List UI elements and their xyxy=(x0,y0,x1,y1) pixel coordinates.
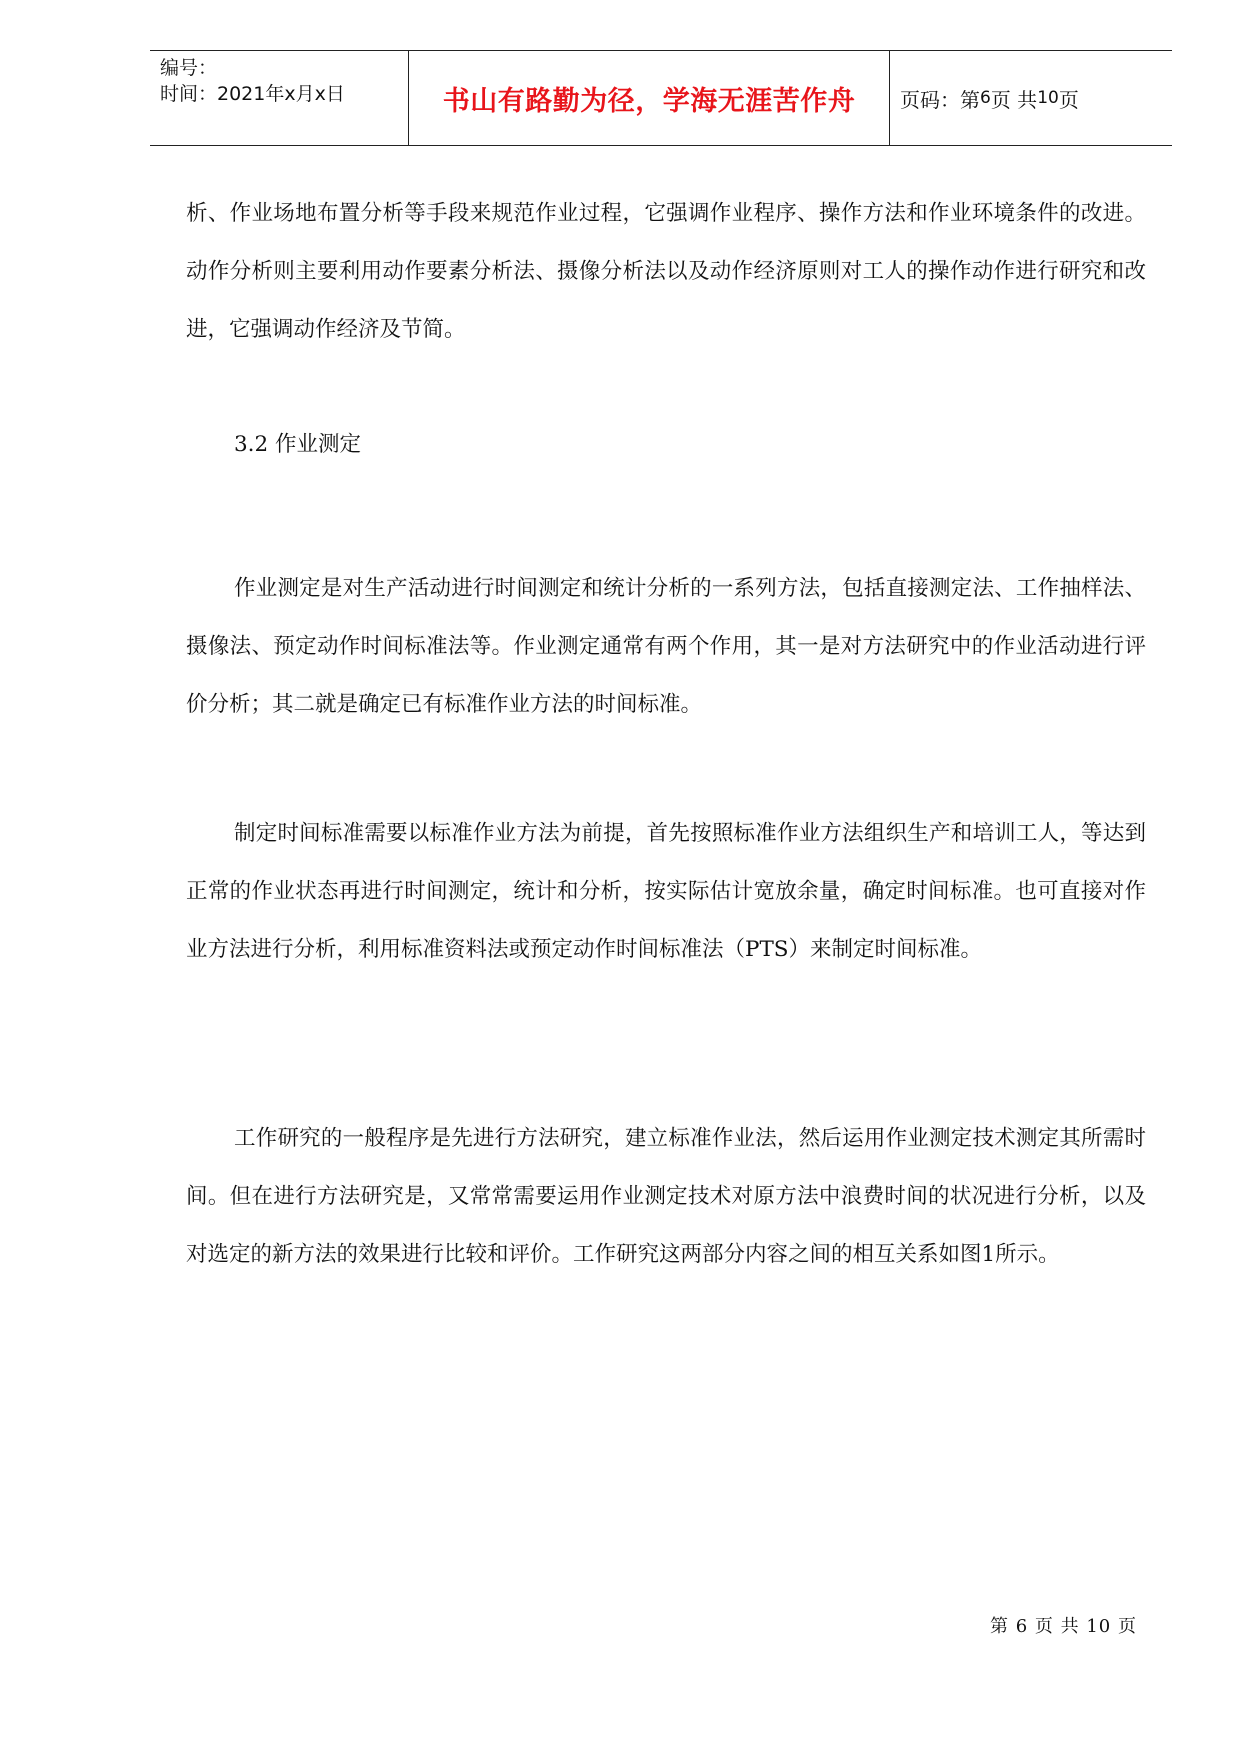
page-mid: 页 共 xyxy=(990,87,1038,112)
page-total: 10 xyxy=(1037,88,1059,108)
paragraph-time-standard: 制定时间标准需要以标准作业方法为前提，首先按照标准作业方法组织生产和培训工人，等达到正常的作业状态再进行时间测定，统计和分析，按实际估计宽放余量，确定时间标准。也可直接对作业方法进行分析，利用标准资料法或预定动作时间标准法（PTS）来制定时间标准。 xyxy=(186,821,1146,962)
header-motto: 书山有路勤为径，学海无涯苦作舟 xyxy=(442,85,856,117)
page-current: 6 xyxy=(980,88,991,108)
section-heading: 3.2 作业测定 xyxy=(234,432,362,457)
paragraph-work-measurement: 作业测定是对生产活动进行时间测定和统计分析的一系列方法，包括直接测定法、工作抽样法、摄像法、预定动作时间标准法等。作业测定通常有两个作用，其一是对方法研究中的作业活动进行评价分析；其二就是确定已有标准作业方法的时间标准。 xyxy=(186,576,1146,717)
header-motto-cell xyxy=(408,51,890,145)
paragraph-method-study-continued: 析、作业场地布置分析等手段来规范作业过程，它强调作业程序、操作方法和作业环境条件的改进。动作分析则主要利用动作要素分析法、摄像分析法以及动作经济原则对工人的操作动作进行研究和改进，它强调动作经济及节简。 xyxy=(186,201,1146,342)
paragraph-work-study-procedure: 工作研究的一般程序是先进行方法研究，建立标准作业法，然后运用作业测定技术测定其所需时间。但在进行方法研究是，又常常需要运用作业测定技术对原方法中浪费时间的状况进行分析，以及对选定的新方法的效果进行比较和评价。工作研究这两部分内容之间的相互关系如图1所示。 xyxy=(186,1126,1146,1267)
page-header xyxy=(150,50,1172,146)
document-time-label: 时间：2021年x月x日 xyxy=(160,83,345,105)
document-number-label: 编号： xyxy=(160,57,218,79)
header-meta xyxy=(150,51,408,145)
header-page-number xyxy=(888,51,1172,145)
page-label: 页码：第 xyxy=(900,87,980,112)
page-end: 页 xyxy=(1058,87,1079,112)
page-footer: 第 6 页 共 10 页 xyxy=(990,1616,1137,1637)
